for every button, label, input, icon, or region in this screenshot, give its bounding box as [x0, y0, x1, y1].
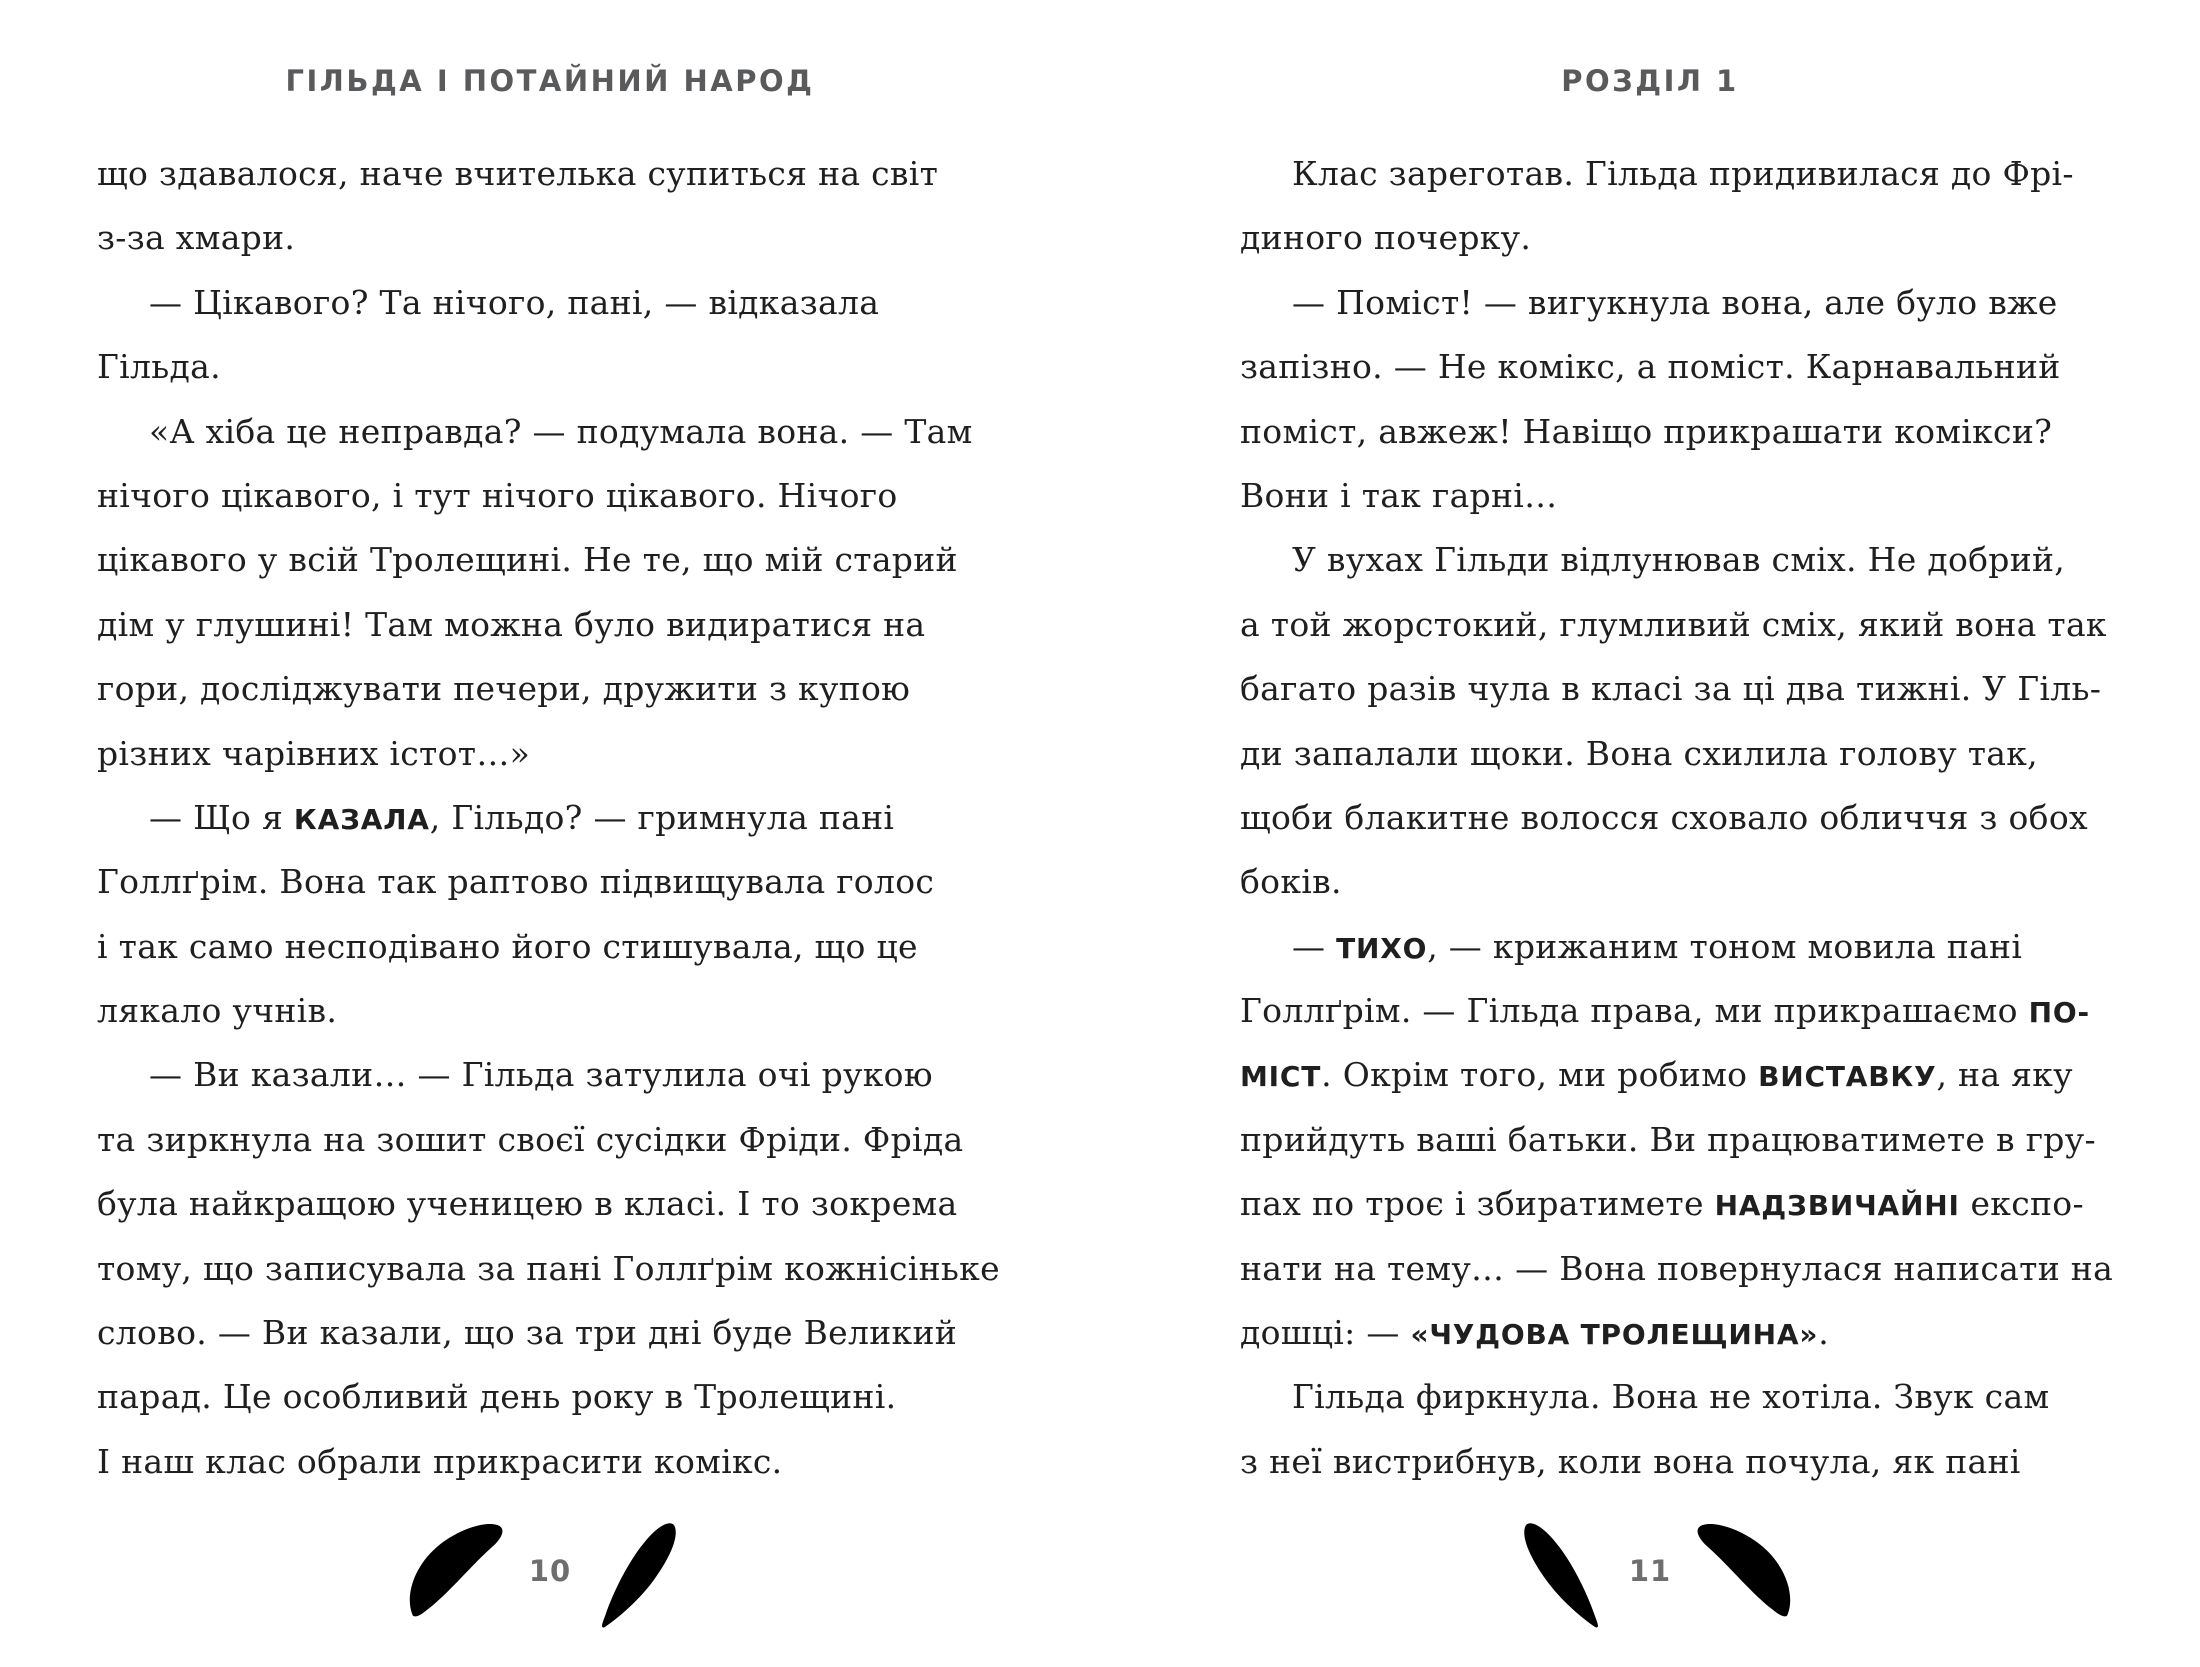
- text-line: [97, 657, 1040, 721]
- body-text: дошці: —: [1240, 1313, 1411, 1353]
- text-line: [97, 1237, 1040, 1301]
- body-text: прийдуть ваші батьки. Ви працюватимете в гру-: [1240, 1119, 2096, 1159]
- text-line: [97, 271, 1040, 335]
- body-text: — Що я: [149, 797, 294, 837]
- body-text: У вухах Гільди відлунював сміх. Не добрий,: [1292, 540, 2066, 580]
- body-text: ди запалали щоки. Вона схилила голову так,: [1240, 733, 2038, 773]
- text-line: [1240, 335, 2140, 399]
- body-text: лякало учнів.: [97, 991, 338, 1031]
- body-text: щоби блакитне волосся сховало обличчя з обох: [1240, 797, 2088, 837]
- text-line: [97, 206, 1040, 270]
- body-text: експо-: [1959, 1184, 2084, 1224]
- body-text: , на яку: [1936, 1055, 2073, 1095]
- body-text: Голлґрім. — Гільда права, ми прикрашаємо: [1240, 991, 2029, 1031]
- text-line: [97, 1043, 1040, 1107]
- text-line: [97, 850, 1040, 914]
- text-line: [97, 400, 1040, 464]
- body-text: а той жорстокий, глумливий сміх, який вона так: [1240, 604, 2107, 644]
- emphasis-caps-text: МІСТ: [1240, 1060, 1322, 1094]
- body-text: , — крижаним тоном мовила пані: [1427, 926, 2023, 966]
- text-line: [1240, 657, 2140, 721]
- body-text: Вони і так гарні…: [1240, 475, 1558, 515]
- body-text: слово. — Ви казали, що за три дні буде Великий: [97, 1313, 958, 1353]
- emphasis-caps-text: ПО-: [2028, 996, 2090, 1030]
- text-line: [97, 528, 1040, 592]
- page-number-right: 11: [1628, 1554, 1672, 1588]
- body-text: пах по троє і збиратимете: [1240, 1184, 1715, 1224]
- text-line: [1240, 142, 2140, 206]
- text-line: [1240, 1365, 2140, 1429]
- running-header-left: ГІЛЬДА І ПОТАЙНИЙ НАРОД: [285, 64, 815, 98]
- text-line: [97, 593, 1040, 657]
- emphasis-caps-text: ТИХО: [1336, 931, 1428, 965]
- body-text: поміст, авжеж! Навіщо прикрашати комікси?: [1240, 411, 2053, 451]
- body-text: І наш клас обрали прикрасити комікс.: [97, 1441, 783, 1481]
- feather-right-icon: [585, 1516, 703, 1638]
- body-text: — Цікавого? Та нічого, пані, — відказала: [149, 282, 880, 322]
- text-line: [1240, 1430, 2140, 1494]
- body-text: — Поміст! — вигукнула вона, але було вже: [1292, 282, 2058, 322]
- body-text: парад. Це особливий день року в Тролещині.: [97, 1377, 897, 1417]
- body-text: дім у глушині! Там можна було видиратися на: [97, 604, 926, 644]
- text-column-right: [1100, 142, 2200, 1494]
- body-text: Голлґрім. Вона так раптово підвищувала голос: [97, 862, 935, 902]
- feather-right-icon: [1685, 1516, 1803, 1638]
- text-column-left: [0, 142, 1100, 1494]
- text-line: [1240, 1043, 2140, 1107]
- body-text: Клас зареготав. Гільда придивилася до Фрі-: [1292, 154, 2074, 193]
- text-line: [1240, 1108, 2140, 1172]
- text-line: [1240, 593, 2140, 657]
- text-line: [1240, 979, 2140, 1043]
- text-line: [97, 722, 1040, 786]
- text-line: [1240, 271, 2140, 335]
- page-footer-right: [1100, 1516, 2200, 1638]
- body-text: гори, досліджувати печери, дружити з купою: [97, 669, 911, 709]
- feather-left-icon: [1497, 1516, 1615, 1638]
- body-text: різних чарівних істот…»: [97, 733, 531, 773]
- emphasis-caps-text: НАДЗВИЧАЙНІ: [1714, 1189, 1960, 1223]
- text-line: [97, 1430, 1040, 1494]
- text-line: [97, 142, 1040, 206]
- body-text: та зиркнула на зошит своєї сусідки Фріди. Фріда: [97, 1119, 964, 1159]
- text-line: [1240, 1172, 2140, 1236]
- text-line: [1240, 400, 2140, 464]
- text-line: [1240, 786, 2140, 850]
- body-text: нічого цікавого, і тут нічого цікавого. Нічого: [97, 475, 898, 515]
- emphasis-caps-text: КАЗАЛА: [293, 802, 430, 836]
- text-line: [1240, 850, 2140, 914]
- body-text: і так само несподівано його стишувала, що це: [97, 926, 918, 966]
- body-text: боків.: [1240, 862, 1342, 902]
- body-text: «А хіба це неправда? — подумала вона. — Там: [149, 411, 973, 451]
- text-line: [97, 464, 1040, 528]
- page-number-left: 10: [528, 1554, 572, 1588]
- text-line: [1240, 722, 2140, 786]
- page-footer-left: [0, 1516, 1100, 1638]
- feather-left-icon: [397, 1516, 515, 1638]
- body-text: — Ви казали… — Гільда затулила очі рукою: [149, 1055, 933, 1095]
- body-text: Гільда.: [97, 347, 221, 387]
- running-header-right: РОЗДІЛ 1: [1561, 64, 1739, 98]
- emphasis-caps-text: ВИСТАВКУ: [1758, 1060, 1937, 1094]
- text-line: [97, 979, 1040, 1043]
- body-text: . Окрім того, ми робимо: [1321, 1055, 1759, 1095]
- text-line: [1240, 464, 2140, 528]
- body-text: —: [1292, 926, 1337, 966]
- body-text: .: [1818, 1313, 1830, 1353]
- text-line: [1240, 1237, 2140, 1301]
- body-text: що здавалося, наче вчителька супиться на світ: [97, 154, 939, 193]
- body-text: з неї вистрибнув, коли вона почула, як пані: [1240, 1441, 2021, 1481]
- body-text: була найкращою ученицею в класі. І то зокрема: [97, 1184, 958, 1224]
- body-text: , Гільдо? — гримнула пані: [429, 797, 895, 837]
- book-page-right: [1100, 0, 2200, 1667]
- body-text: диного почерку.: [1240, 218, 1532, 258]
- text-line: [97, 786, 1040, 850]
- body-text: нати на тему… — Вона повернулася написати на: [1240, 1248, 2114, 1288]
- text-line: [97, 1172, 1040, 1236]
- text-line: [1240, 528, 2140, 592]
- body-text: багато разів чула в класі за ці два тижні. У Гіль-: [1240, 669, 2102, 709]
- text-line: [97, 1301, 1040, 1365]
- text-line: [97, 915, 1040, 979]
- body-text: Гільда фиркнула. Вона не хотіла. Звук сам: [1292, 1377, 2050, 1417]
- body-text: цікавого у всій Тролещині. Не те, що мій старий: [97, 540, 958, 580]
- text-line: [97, 335, 1040, 399]
- body-text: запізно. — Не комікс, а поміст. Карнавальний: [1240, 347, 2061, 387]
- body-text: з-за хмари.: [97, 218, 296, 258]
- body-text: тому, що записувала за пані Голлґрім кожнісіньке: [97, 1248, 1000, 1288]
- text-line: [97, 1108, 1040, 1172]
- text-line: [1240, 206, 2140, 270]
- emphasis-caps-text: «ЧУДОВА ТРОЛЕЩИНА»: [1410, 1318, 1819, 1352]
- text-line: [1240, 1301, 2140, 1365]
- text-line: [1240, 915, 2140, 979]
- text-line: [97, 1365, 1040, 1429]
